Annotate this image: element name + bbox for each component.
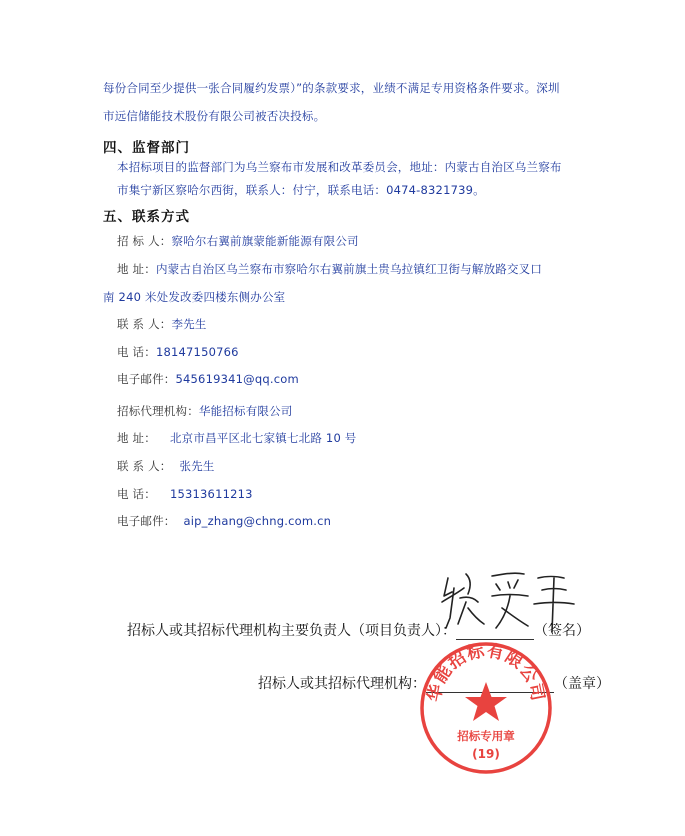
agency-address-row [117,430,357,446]
handwritten-signature [438,568,578,638]
section-5-heading: 五、联系方式 [103,209,190,225]
address-row [117,261,542,277]
agency-email-row [117,513,331,529]
contact-label: 联 系 人： [117,317,172,331]
continuation-line-1: 每份合同至少提供一张合同履约发票）”的条款要求，业绩不满足专用资格条件要求。深圳 [103,81,560,95]
responsible-label: 招标人或其招标代理机构主要负责人（项目负责人）： [127,623,456,639]
agency-value: 华能招标有限公司 [198,404,293,418]
agency-phone-label: 电 话： [117,487,156,501]
org-label: 招标人或其招标代理机构： [258,676,426,692]
phone-value: 18147150766 [155,345,239,359]
section-4-line-2: 市集宁新区察哈尔西街，联系人：付宁，联系电话：0474-8321739。 [117,183,485,197]
address-value-1: 内蒙古自治区乌兰察布市察哈尔右翼前旗土贵乌拉镇红卫街与解放路交叉口 [155,262,543,276]
section-4-line-1 [117,159,562,175]
company-seal [418,640,554,776]
address-value-2: 南 240 米处发改委四楼东侧办公室 [103,290,286,304]
contact-row [117,316,207,332]
address-label: 地 址： [117,262,156,276]
email-label: 电子邮件： [117,372,176,386]
agency-email-value[interactable]: aip_zhang@chng.com.cn [183,514,332,528]
agency-address-label: 地 址： [117,431,156,445]
agency-row [117,403,293,419]
agency-label: 招标代理机构： [117,404,199,418]
seal-star-icon [465,682,507,721]
agency-contact-label: 联 系 人： [117,459,172,473]
agency-contact-row [117,458,215,474]
contact-value: 李先生 [171,317,207,331]
section-4-text-1: 本招标项目的监督部门为乌兰察布市发展和改革委员会，地址：内蒙古自治区乌兰察布 [117,160,562,174]
tenderer-value: 察哈尔右翼前旗蒙能新能源有限公司 [171,234,359,248]
agency-email-label: 电子邮件： [117,514,176,528]
email-value[interactable]: 545619341@qq.com [175,372,299,386]
agency-contact-value: 张先生 [179,459,215,473]
email-row [117,371,299,387]
agency-address-value: 北京市昌平区北七家镇七北路 10 号 [169,431,357,445]
responsible-suffix: （签名） [534,623,590,639]
seal-text-top: 华能招标有限公司 [424,640,548,704]
seal-text-bottom: 招标专用章 [457,729,515,743]
section-4-heading: 四、监督部门 [103,140,190,156]
phone-label: 电 话： [117,345,156,359]
agency-phone-row [117,486,253,502]
org-suffix: （盖章） [554,676,610,692]
phone-row [117,344,239,360]
continuation-line-2: 市远信储能技术股份有限公司被否决投标。 [103,109,326,123]
tenderer-row [117,233,359,249]
tenderer-label: 招 标 人： [117,234,172,248]
agency-phone-value: 15313611213 [169,487,253,501]
seal-number: (19) [472,747,500,761]
